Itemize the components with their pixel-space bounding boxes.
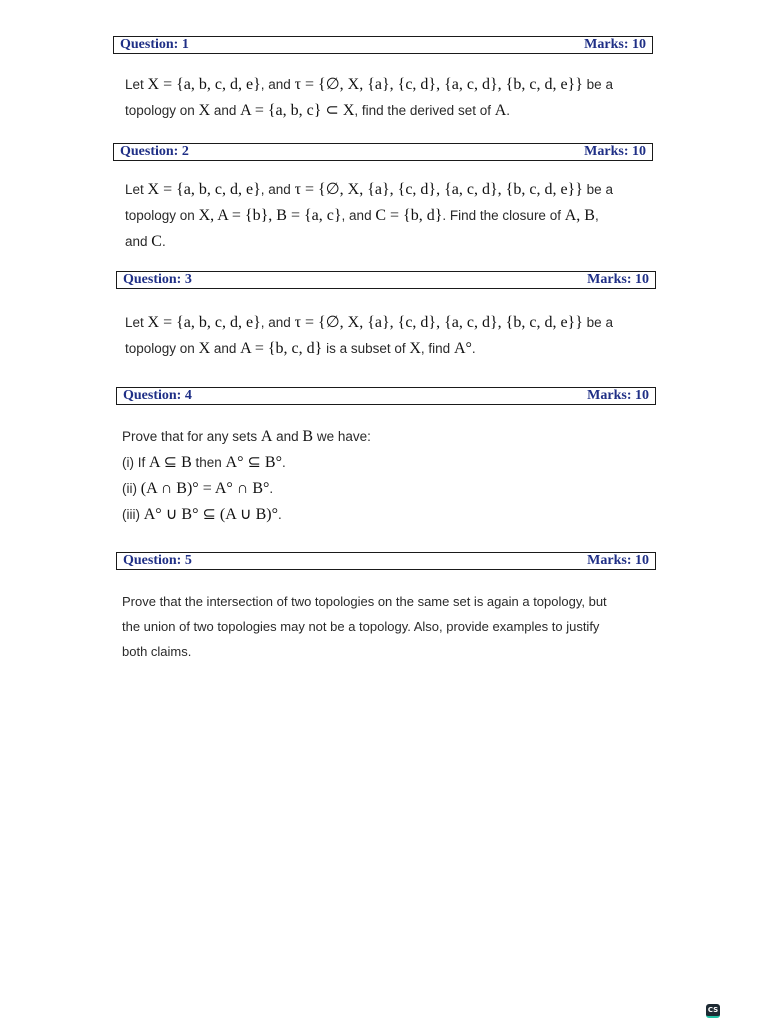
text-run: , find bbox=[420, 341, 454, 356]
text-run: . bbox=[269, 481, 274, 496]
question-4-title: Question: 4 bbox=[123, 388, 192, 403]
question-3-header bbox=[116, 271, 656, 289]
text-run: then bbox=[191, 455, 226, 470]
question-1-line bbox=[125, 98, 655, 124]
text-run: be a bbox=[582, 182, 613, 197]
math-expression: X bbox=[198, 102, 211, 119]
question-4-header bbox=[116, 387, 656, 405]
text-run: . bbox=[281, 455, 286, 470]
text-run: . bbox=[161, 234, 166, 249]
math-expression: τ = {∅, X, {a}, {c, d}, {a, c, d}, {b, c, d, e}} bbox=[294, 181, 583, 198]
text-run: the union of two topologies may not be a topology. Also, provide examples to justify bbox=[122, 619, 600, 634]
text-run: topology on bbox=[125, 341, 199, 356]
question-5-header bbox=[116, 552, 656, 570]
text-run: , and bbox=[260, 315, 295, 330]
math-expression: A ⊆ B bbox=[149, 454, 192, 471]
math-expression: X bbox=[409, 340, 421, 357]
question-3-title: Question: 3 bbox=[123, 272, 192, 287]
math-expression: X = {a, b, c, d, e} bbox=[147, 181, 261, 198]
question-3-line bbox=[125, 336, 655, 362]
question-3-marks: Marks: 10 bbox=[587, 272, 649, 287]
text-run: and bbox=[125, 234, 152, 249]
text-run: . Find the closure of bbox=[442, 208, 565, 223]
math-expression: A, B bbox=[564, 207, 595, 224]
text-run: and bbox=[210, 103, 241, 118]
math-expression: A = {a, b, c} ⊂ X bbox=[240, 102, 355, 119]
math-expression: τ = {∅, X, {a}, {c, d}, {a, c, d}, {b, c, d, e}} bbox=[294, 76, 583, 93]
question-1-header bbox=[113, 36, 653, 54]
question-5-line bbox=[122, 614, 652, 639]
math-expression: A° bbox=[453, 340, 472, 357]
text-run: topology on bbox=[125, 103, 199, 118]
text-run: Prove that for any sets bbox=[122, 429, 261, 444]
math-expression: τ = {∅, X, {a}, {c, d}, {a, c, d}, {b, c, d, e}} bbox=[294, 314, 583, 331]
question-1-line bbox=[125, 72, 655, 98]
question-2-header bbox=[113, 143, 653, 161]
text-run: . bbox=[471, 341, 476, 356]
math-expression: B bbox=[302, 428, 314, 445]
question-1-title: Question: 1 bbox=[120, 37, 189, 52]
math-expression: (A ∩ B)° = A° ∩ B° bbox=[140, 480, 270, 497]
math-expression: A° ⊆ B° bbox=[225, 454, 282, 471]
question-2-body bbox=[125, 177, 655, 255]
question-5-marks: Marks: 10 bbox=[587, 553, 649, 568]
question-5-line bbox=[122, 639, 652, 664]
text-run: (ii) bbox=[122, 481, 141, 496]
question-5-title: Question: 5 bbox=[123, 553, 192, 568]
text-run: both claims. bbox=[122, 644, 192, 659]
text-run: be a bbox=[582, 315, 613, 330]
math-expression: A bbox=[494, 102, 507, 119]
text-run: . bbox=[278, 507, 282, 522]
question-1-body bbox=[125, 72, 655, 124]
question-2-marks: Marks: 10 bbox=[584, 144, 646, 159]
math-expression: X bbox=[198, 340, 211, 357]
question-2-line bbox=[125, 203, 655, 229]
text-run: we have: bbox=[313, 429, 371, 444]
text-run: , and bbox=[260, 77, 295, 92]
question-5-line bbox=[122, 589, 652, 614]
text-run: (iii) bbox=[122, 507, 144, 522]
cs-logo-icon: CS bbox=[706, 1004, 720, 1018]
text-run: . bbox=[506, 103, 511, 118]
question-2-line bbox=[125, 229, 655, 255]
text-run: topology on bbox=[125, 208, 199, 223]
text-run: , bbox=[594, 208, 599, 223]
question-4-line bbox=[122, 476, 652, 502]
math-expression: X = {a, b, c, d, e} bbox=[147, 314, 261, 331]
question-4-line bbox=[122, 450, 652, 476]
question-4-line bbox=[122, 502, 652, 528]
question-5-body bbox=[122, 589, 652, 664]
math-expression: A° ∪ B° ⊆ (A ∪ B)° bbox=[143, 506, 278, 523]
math-expression: A bbox=[260, 428, 273, 445]
math-expression: C bbox=[151, 233, 162, 250]
text-run: Let bbox=[125, 182, 148, 197]
text-run: , find the derived set of bbox=[354, 103, 495, 118]
question-1-marks: Marks: 10 bbox=[584, 37, 646, 52]
text-run: be a bbox=[582, 77, 613, 92]
question-4-line bbox=[122, 424, 652, 450]
text-run: Prove that the intersection of two topologies on the same set is again a topology, but bbox=[122, 594, 607, 609]
text-run: and bbox=[272, 429, 303, 444]
math-expression: A = {b, c, d} bbox=[240, 340, 323, 357]
question-2-line bbox=[125, 177, 655, 203]
question-2-title: Question: 2 bbox=[120, 144, 189, 159]
text-run: and bbox=[210, 341, 241, 356]
text-run: Let bbox=[125, 77, 148, 92]
question-3-line bbox=[125, 310, 655, 336]
question-4-marks: Marks: 10 bbox=[587, 388, 649, 403]
math-expression: X = {a, b, c, d, e} bbox=[147, 76, 261, 93]
math-expression: C = {b, d} bbox=[375, 207, 443, 224]
text-run: is a subset of bbox=[322, 341, 410, 356]
text-run: , and bbox=[341, 208, 376, 223]
text-run: (i) If bbox=[122, 455, 149, 470]
math-expression: X, A = {b}, B = {a, c} bbox=[198, 207, 342, 224]
question-4-body bbox=[122, 424, 652, 528]
text-run: , and bbox=[260, 182, 295, 197]
text-run: Let bbox=[125, 315, 148, 330]
question-3-body bbox=[125, 310, 655, 362]
